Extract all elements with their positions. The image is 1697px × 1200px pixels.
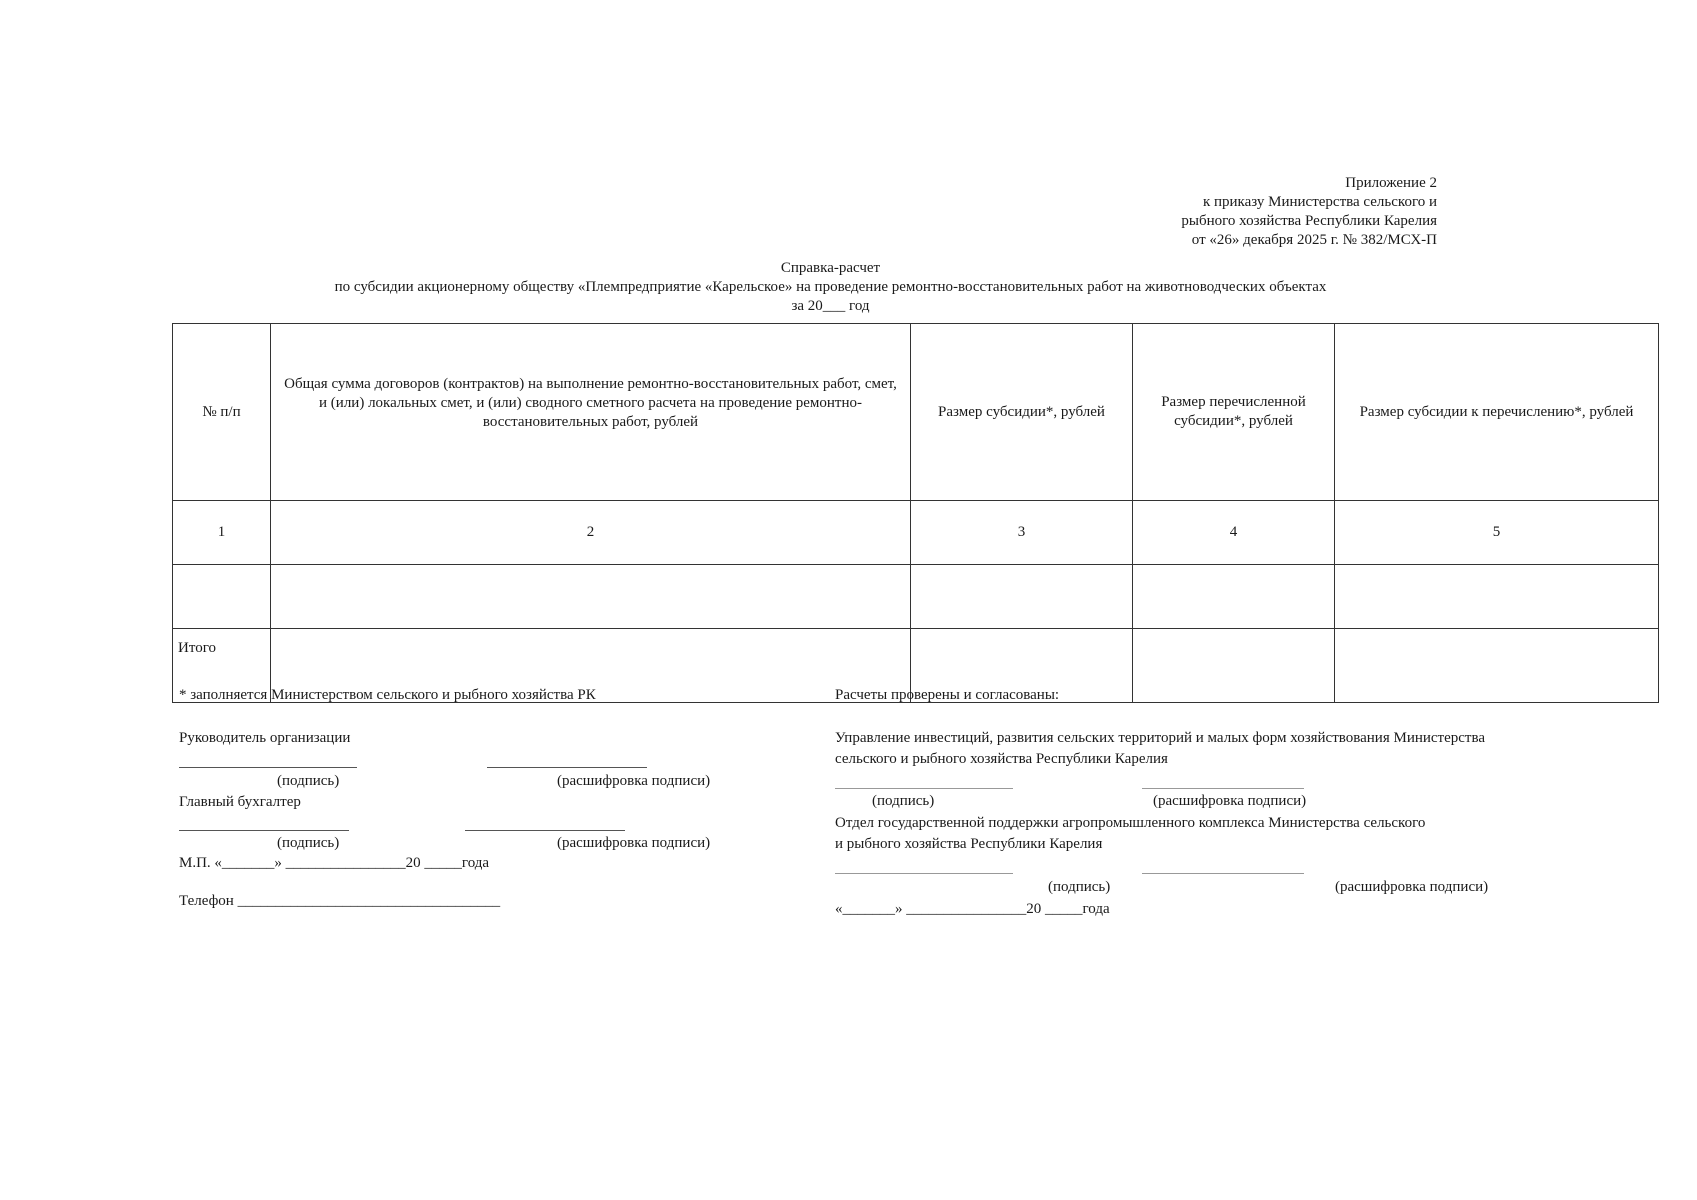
- total-label: Итого: [173, 629, 271, 703]
- approval-heading: Расчеты проверены и согласованы:: [835, 687, 1060, 703]
- signature-caption: (подпись): [1048, 879, 1111, 895]
- dept2-decode-line[interactable]: [1142, 873, 1304, 874]
- column-number: 4: [1133, 501, 1335, 565]
- appendix-line: от «26» декабря 2025 г. № 382/МСХ-П: [1191, 232, 1437, 248]
- decode-caption: (расшифровка подписи): [1153, 793, 1307, 809]
- head-decode-line[interactable]: [487, 767, 647, 768]
- header-cell: Размер субсидии к перечислению*, рублей: [1335, 324, 1659, 501]
- table-header-row: [173, 324, 1659, 501]
- head-signature-line[interactable]: [179, 767, 357, 768]
- column-number: 2: [271, 501, 911, 565]
- department-name: и рыбного хозяйства Республики Карелия: [835, 836, 1103, 852]
- footnote: * заполняется Министерством сельского и рыбного хозяйства РК: [179, 687, 596, 703]
- decode-caption: (расшифровка подписи): [557, 773, 711, 789]
- header-cell: Размер перечисленной субсидии*, рублей: [1133, 324, 1335, 501]
- header-cell: № п/п: [173, 324, 271, 501]
- table-cell[interactable]: [271, 565, 911, 629]
- column-number: 5: [1335, 501, 1659, 565]
- appendix-line: рыбного хозяйства Республики Карелия: [1181, 213, 1437, 229]
- approval-date-line[interactable]: «_______» ________________20 _____года: [835, 901, 1110, 917]
- appendix-block: [1181, 174, 1437, 250]
- column-number: 3: [911, 501, 1133, 565]
- appendix-line: к приказу Министерства сельского и: [1202, 194, 1437, 210]
- table-cell[interactable]: [1335, 565, 1659, 629]
- title-line: по субсидии акционерному обществу «Племпредприятие «Карельское» на проведение ремонтно-восстановительных работ на животноводческих объектах: [334, 279, 1327, 295]
- head-label: Руководитель организации: [179, 730, 351, 746]
- stamp-date-line[interactable]: М.П. «_______» ________________20 _____года: [179, 855, 490, 871]
- phone-line[interactable]: Телефон ___________________________________: [179, 893, 501, 909]
- column-number-row: [173, 501, 1659, 565]
- decode-caption: (расшифровка подписи): [1335, 879, 1489, 895]
- document-title: [174, 259, 1487, 316]
- table-cell[interactable]: [911, 565, 1133, 629]
- column-number: 1: [173, 501, 271, 565]
- signature-caption: (подпись): [277, 835, 340, 851]
- signature-caption: (подпись): [277, 773, 340, 789]
- header-cell: Размер субсидии*, рублей: [911, 324, 1133, 501]
- dept2-signature-line[interactable]: [835, 873, 1013, 874]
- department-name: Отдел государственной поддержки агропромышленного комплекса Министерства сельского: [835, 815, 1426, 831]
- dept1-signature-line[interactable]: [835, 788, 1013, 789]
- table-row: [173, 565, 1659, 629]
- accountant-label: Главный бухгалтер: [179, 794, 301, 810]
- title-line: за 20___ год: [791, 298, 870, 314]
- accountant-signature-line[interactable]: [179, 830, 349, 831]
- title-line: Справка-расчет: [780, 260, 881, 276]
- table-cell[interactable]: [173, 565, 271, 629]
- dept1-decode-line[interactable]: [1142, 788, 1304, 789]
- table-cell[interactable]: [1133, 629, 1335, 703]
- department-name: сельского и рыбного хозяйства Республики Карелия: [835, 751, 1168, 767]
- decode-caption: (расшифровка подписи): [557, 835, 711, 851]
- table-cell[interactable]: [1335, 629, 1659, 703]
- appendix-line: Приложение 2: [1345, 175, 1437, 191]
- table-cell[interactable]: [1133, 565, 1335, 629]
- signature-caption: (подпись): [872, 793, 935, 809]
- accountant-decode-line[interactable]: [465, 830, 625, 831]
- calculation-table: [172, 323, 1659, 703]
- department-name: Управление инвестиций, развития сельских территорий и малых форм хозяйствования Министерства: [835, 730, 1486, 746]
- header-cell: Общая сумма договоров (контрактов) на выполнение ремонтно-восстановительных работ, смет, и (или) локальных смет, и (или) сводного сметного расчета на проведение ремонтно-восстановительных работ, рублей: [271, 324, 911, 501]
